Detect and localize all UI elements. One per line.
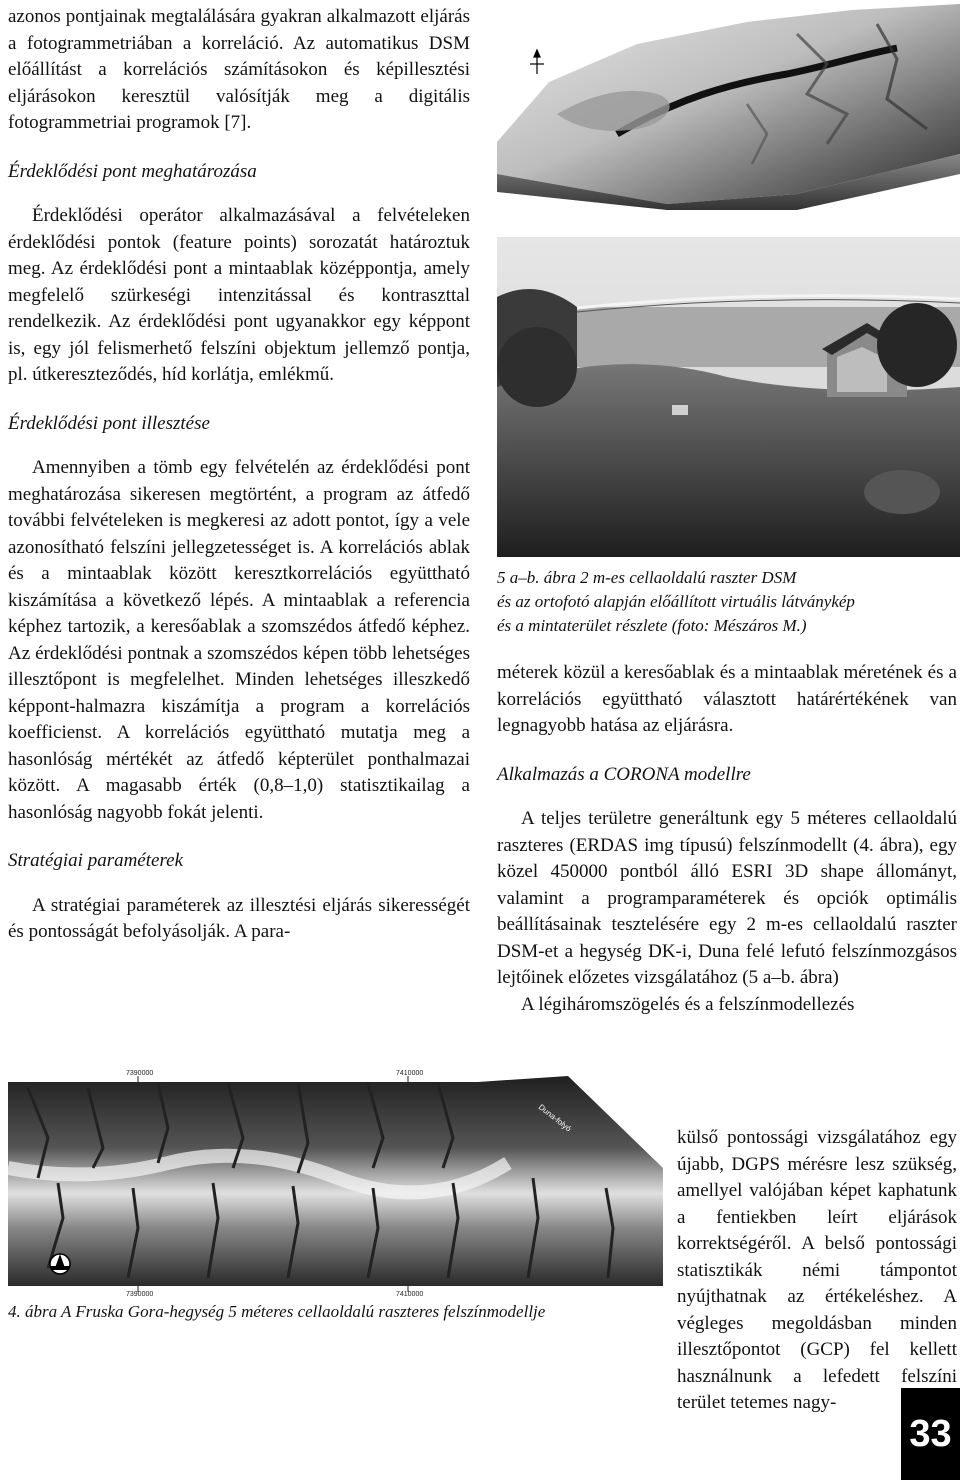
figure-5-caption [497, 566, 957, 638]
figure-4-caption: 4. ábra A Fruska Gora-hegység 5 méteres cellaoldalú raszteres felszínmodellje [8, 1302, 546, 1321]
paragraph-accuracy-start: A légiháromszögelés és a felszínmodellezés [521, 993, 855, 1015]
dem-raster-render [8, 1068, 663, 1296]
paragraph-parameters-continued: méterek közül a keresőablak és a mintaablak méretének és a korrelációs együttható választott határértékének van legnagyobb hatása az eljárásra. [497, 662, 957, 736]
tick-top-1: 7390000 [126, 1070, 154, 1077]
figure-5-caption-line-3: és a mintaterület részlete (foto: Mészáros M.) [497, 616, 807, 635]
figure-5a-dsm-3d-view [497, 4, 960, 210]
figure-4-dem-raster [8, 1068, 663, 1296]
tick-top-2: 7410000 [396, 1070, 424, 1077]
figure-5b-landscape-photo [497, 237, 960, 557]
heading-interest-point-matching: Érdeklődési pont illesztése [8, 412, 210, 434]
tick-bottom-2: 7410000 [396, 1291, 424, 1296]
heading-interest-point-determination: Érdeklődési pont meghatározása [8, 160, 257, 182]
left-column [8, 4, 470, 946]
landscape-photo-render [497, 237, 960, 557]
dsm-3d-render [497, 4, 960, 210]
figure-5-caption-line-2: és az ortofotó alapján előállított virtuális látványkép [497, 592, 855, 611]
paragraph-interest-point-determination: Érdeklődési operátor alkalmazásával a felvételeken érdeklődési pontok (feature points) sorozatát határoztuk meg. Az érdeklődési pont a mintaablak középpontja, amely megfelelő szürkeségi intenzitással és kontraszttal rendelkezik. Az érdeklődési pont ugyanakkor egy képpont is, egy jól felismerhető felszíni objektum jellemző pontja, pl. útkereszteződés, híd korlátja, emlékmű. [8, 205, 470, 385]
intro-paragraph: azonos pontjainak megtalálására gyakran alkalmazott eljárás a fotogrammetriában a korreláció. Az automatikus DSM előállítást a korrelációs számításokon és képillesztési eljárásokon keresztül valósítják meg a digitális fotogrammetriai programok [7]. [8, 6, 470, 133]
north-arrow-icon [50, 1254, 70, 1274]
figure-5-caption-line-1: 5 a–b. ábra 2 m-es cellaoldalú raszter DSM [497, 568, 797, 587]
paragraph-accuracy-wrapped: külső pontossági vizsgálatához egy újabb, DGPS mérésre lesz szükség, amellyel valójában képet kaphatunk a fentiekben leírt eljárások korrektségéről. A belső pontossági statisztikák némi támpontot nyújthatnak az értékeléshez. A végleges megoldásban minden illesztőpontot (GCP) fel kellett használnunk a lefedett felszíni terület tetemes nagy- [677, 1127, 957, 1413]
river-label: Duna-folyó [536, 1102, 573, 1134]
heading-strategic-parameters: Stratégiai paraméterek [8, 850, 184, 871]
paragraph-corona-application: A teljes területre generáltunk egy 5 méteres cellaoldalú raszteres (ERDAS img típusú) felszínmodellt (4. ábra), egy közel 450000 pontból álló ESRI 3D shape állományt, valamint a programparaméterek és opciók optimális beállításainak tesztelésére egy 2 m-es cellaoldalú raszter DSM-et a hegység DK-i, Duna felé lefutó felszínmozgásos lejtőinek előzetes vizsgálatához (5 a–b. ábra) [497, 808, 957, 988]
paragraph-interest-point-matching: Amennyiben a tömb egy felvételén az érdeklődési pont meghatározása sikeresen megtörtént, a program az átfedő további felvételeken is megkeresi az adott pontot, így a vele azonosítható felszíni jellegzetességet is. A korrelációs ablak és a mintaablak között keresztkorrelációs együttható kiszámítása a következő lépés. A mintaablak a referencia képhez tartozik, a keresőablak a szomszédos átfedő képhez. Az érdeklődési pontnak a szomszédos képen több lehetséges illesztőpont is megfelelhet. Minden lehetséges illeszkedő képpont-halmazra kiszámítja a program a korrelációs koefficienst. A korrelációs együttható mutatja meg a hasonlóság mértékét az átfedő képterület ponthalmazai között. A magasabb érték (0,8–1,0) statisztikailag a hasonlóság nagyobb fokát jelenti. [8, 457, 470, 823]
tick-bottom-1: 7390000 [126, 1291, 154, 1296]
right-column [497, 660, 957, 1018]
page-number: 33 [901, 1388, 960, 1480]
heading-corona-application: Alkalmazás a CORONA modellre [497, 763, 751, 785]
paragraph-strategic-parameters: A stratégiai paraméterek az illesztési eljárás sikerességét és pontosságát befolyásolják. A para- [8, 894, 470, 942]
